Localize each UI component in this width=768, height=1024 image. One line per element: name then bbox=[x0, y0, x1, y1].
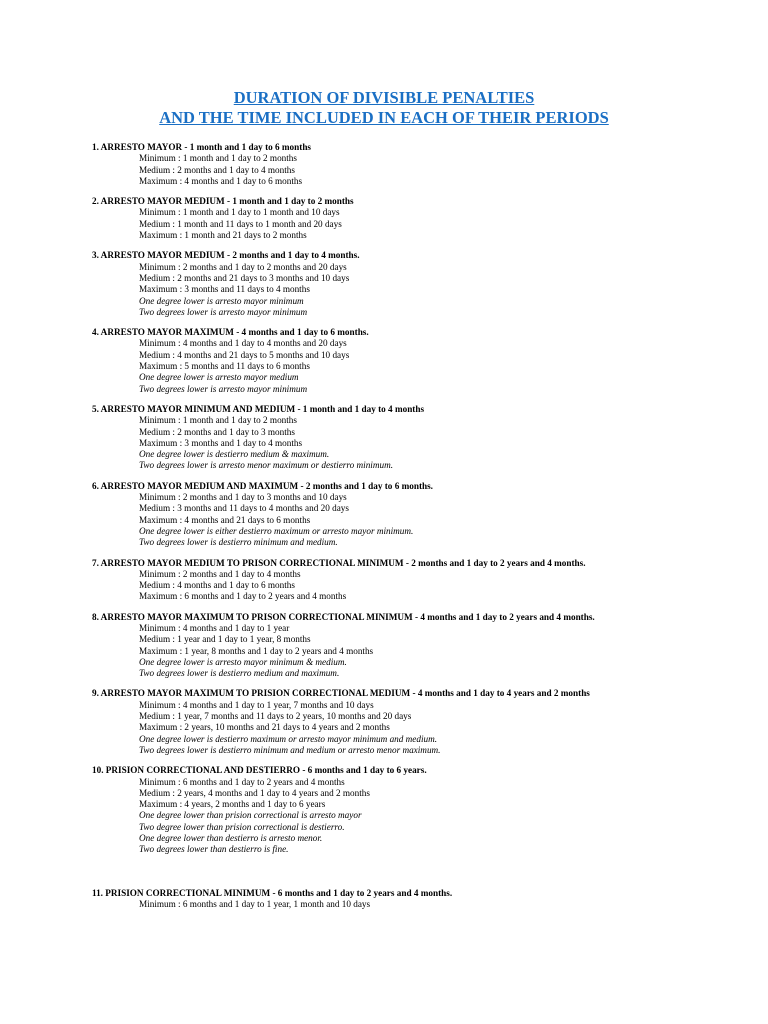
period-line: Maximum : 4 months and 21 days to 6 months bbox=[139, 514, 311, 525]
section-heading: 10. PRISION CORRECTIONAL AND DESTIERRO - 6 months and 1 day to 6 years. bbox=[92, 765, 427, 776]
period-line: Medium : 2 years, 4 months and 1 day to 4 years and 2 months bbox=[139, 787, 370, 798]
penalty-section bbox=[92, 765, 752, 855]
period-line: Maximum : 6 months and 1 day to 2 years and 4 months bbox=[139, 591, 347, 602]
section-heading: 6. ARRESTO MAYOR MEDIUM AND MAXIMUM - 2 months and 1 day to 6 months. bbox=[92, 480, 433, 491]
degree-note: One degree lower than prision correctional is arresto mayor bbox=[139, 810, 362, 821]
degree-note: One degree lower is arresto mayor minimum & medium. bbox=[139, 656, 347, 667]
degree-note: One degree lower is destierro medium & maximum. bbox=[139, 449, 330, 460]
period-line: Minimum : 4 months and 1 day to 1 year, 7 months and 10 days bbox=[139, 699, 374, 710]
period-line: Maximum : 3 months and 11 days to 4 months bbox=[139, 284, 310, 295]
period-line: Maximum : 1 month and 21 days to 2 months bbox=[139, 230, 307, 241]
period-line: Maximum : 3 months and 1 day to 4 months bbox=[139, 437, 303, 448]
degree-note: One degree lower is arresto mayor minimum bbox=[139, 295, 304, 306]
degree-note: Two degrees lower is destierro minimum and medium. bbox=[139, 537, 338, 548]
degree-note: Two degrees lower is destierro medium and maximum. bbox=[139, 668, 340, 679]
period-line: Minimum : 1 month and 1 day to 2 months bbox=[139, 153, 297, 164]
degree-note: Two degrees lower is arresto mayor minimum bbox=[139, 306, 308, 317]
penalty-section bbox=[92, 688, 752, 756]
period-line: Minimum : 2 months and 1 day to 2 months and 20 days bbox=[139, 261, 347, 272]
period-line: Minimum : 4 months and 1 day to 1 year bbox=[139, 622, 290, 633]
period-line: Maximum : 4 months and 1 day to 6 months bbox=[139, 175, 303, 186]
period-line: Maximum : 5 months and 11 days to 6 months bbox=[139, 361, 310, 372]
degree-note: Two degree lower than prision correctional is destierro. bbox=[139, 821, 345, 832]
section-heading: 11. PRISION CORRECTIONAL MINIMUM - 6 months and 1 day to 2 years and 4 months. bbox=[92, 887, 453, 898]
section-heading: 8. ARRESTO MAYOR MAXIMUM TO PRISON CORRECTIONAL MINIMUM - 4 months and 1 day to 2 years and 4 months. bbox=[92, 611, 595, 622]
period-line: Medium : 4 months and 1 day to 6 months bbox=[139, 580, 295, 591]
period-line: Medium : 1 year and 1 day to 1 year, 8 months bbox=[139, 634, 311, 645]
document-title-line-1: DURATION OF DIVISIBLE PENALTIES bbox=[233, 88, 535, 107]
penalty-section bbox=[92, 142, 752, 187]
degree-note: Two degrees lower than destierro is fine. bbox=[139, 844, 289, 855]
section-heading: 2. ARRESTO MAYOR MEDIUM - 1 month and 1 day to 2 months bbox=[92, 196, 354, 207]
degree-note: One degree lower is either destierro maximum or arresto mayor minimum. bbox=[139, 525, 414, 536]
period-line: Medium : 1 year, 7 months and 11 days to 2 years, 10 months and 20 days bbox=[139, 711, 412, 722]
period-line: Maximum : 1 year, 8 months and 1 day to 2 years and 4 months bbox=[139, 645, 374, 656]
penalty-section bbox=[92, 404, 752, 472]
period-line: Medium : 1 month and 11 days to 1 month and 20 days bbox=[139, 218, 342, 229]
penalty-section bbox=[92, 481, 752, 549]
penalty-section bbox=[92, 612, 752, 680]
period-line: Minimum : 1 month and 1 day to 2 months bbox=[139, 415, 297, 426]
period-line: Medium : 2 months and 1 day to 4 months bbox=[139, 164, 295, 175]
penalty-section bbox=[92, 327, 752, 395]
period-line: Minimum : 1 month and 1 day to 1 month and 10 days bbox=[139, 207, 340, 218]
section-heading: 3. ARRESTO MAYOR MEDIUM - 2 months and 1 day to 4 months. bbox=[92, 250, 360, 261]
degree-note: One degree lower is destierro maximum or arresto mayor minimum and medium. bbox=[139, 733, 438, 744]
period-line: Minimum : 4 months and 1 day to 4 months and 20 days bbox=[139, 338, 347, 349]
section-heading: 9. ARRESTO MAYOR MAXIMUM TO PRISION CORRECTIONAL MEDIUM - 4 months and 1 day to 4 years and 2 months bbox=[92, 688, 590, 699]
period-line: Medium : 3 months and 11 days to 4 months and 20 days bbox=[139, 503, 349, 514]
penalty-section bbox=[92, 888, 752, 911]
degree-note: One degree lower is arresto mayor medium bbox=[139, 372, 299, 383]
penalty-section bbox=[92, 196, 752, 241]
period-line: Minimum : 2 months and 1 day to 4 months bbox=[139, 568, 301, 579]
penalty-sections bbox=[92, 142, 752, 919]
period-line: Maximum : 4 years, 2 months and 1 day to 6 years bbox=[139, 799, 326, 810]
period-line: Medium : 4 months and 21 days to 5 months and 10 days bbox=[139, 349, 350, 360]
section-heading: 7. ARRESTO MAYOR MEDIUM TO PRISON CORRECTIONAL MINIMUM - 2 months and 1 day to 2 years and 4 months. bbox=[92, 557, 586, 568]
title-block bbox=[0, 88, 768, 128]
period-line: Maximum : 2 years, 10 months and 21 days to 4 years and 2 months bbox=[139, 722, 390, 733]
penalty-section bbox=[92, 558, 752, 603]
degree-note: Two degrees lower is arresto mayor minimum bbox=[139, 383, 308, 394]
section-heading: 4. ARRESTO MAYOR MAXIMUM - 4 months and 1 day to 6 months. bbox=[92, 327, 369, 338]
period-line: Minimum : 6 months and 1 day to 1 year, 1 month and 10 days bbox=[139, 898, 371, 909]
document-title-line-2: AND THE TIME INCLUDED IN EACH OF THEIR PERIODS bbox=[159, 108, 609, 127]
section-heading: 1. ARRESTO MAYOR - 1 month and 1 day to 6 months bbox=[92, 142, 312, 152]
degree-note: One degree lower than destierro is arresto menor. bbox=[139, 833, 323, 844]
penalty-section bbox=[92, 250, 752, 318]
degree-note: Two degrees lower is destierro minimum and medium or arresto menor maximum. bbox=[139, 744, 441, 755]
section-heading: 5. ARRESTO MAYOR MINIMUM AND MEDIUM - 1 month and 1 day to 4 months bbox=[92, 403, 425, 414]
period-line: Minimum : 2 months and 1 day to 3 months and 10 days bbox=[139, 492, 347, 503]
period-line: Medium : 2 months and 1 day to 3 months bbox=[139, 426, 295, 437]
period-line: Medium : 2 months and 21 days to 3 months and 10 days bbox=[139, 272, 350, 283]
period-line: Minimum : 6 months and 1 day to 2 years and 4 months bbox=[139, 776, 345, 787]
degree-note: Two degrees lower is arresto menor maximum or destierro minimum. bbox=[139, 460, 394, 471]
